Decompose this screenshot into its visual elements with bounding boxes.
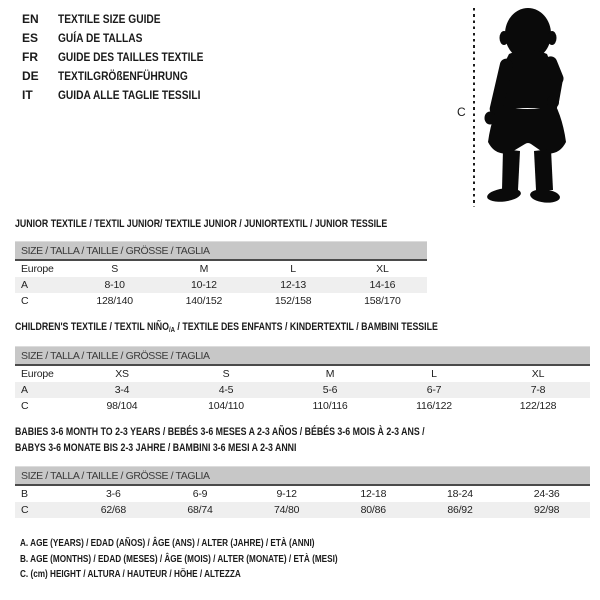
babies-textile-section	[15, 424, 590, 518]
size-row	[15, 260, 427, 277]
size-value: 110/116	[312, 400, 348, 412]
size-value: S	[111, 263, 119, 275]
table-title: JUNIOR TEXTILE / TEXTIL JUNIOR/ TEXTILE JUNIOR / JUNIORTEXTIL / JUNIOR TESSILE	[15, 218, 388, 230]
guide-title: TEXTILGRÖßENFÜHRUNG	[58, 69, 188, 83]
row-label: Europe	[21, 368, 54, 380]
size-value: M	[325, 368, 335, 380]
language-code: FR	[22, 50, 38, 64]
size-value: 10-12	[190, 279, 217, 291]
legend-line: A. AGE (YEARS) / EDAD (AÑOS) / ÂGE (ANS) / ALTER (JAHRE) / ETÀ (ANNI)	[20, 537, 315, 549]
row-label: Europe	[21, 263, 54, 275]
size-value: 3-6	[106, 488, 121, 500]
size-value: 62/68	[100, 504, 126, 516]
size-row	[15, 382, 590, 398]
size-value: 5-6	[322, 384, 338, 396]
row-label: C	[21, 400, 29, 412]
table-size-header: SIZE / TALLA / TAILLE / GRÖSSE / TAGLIA	[15, 242, 427, 261]
row-label: A	[21, 279, 28, 291]
size-value: L	[431, 368, 437, 380]
baby-silhouette-icon	[483, 6, 571, 206]
guide-title: TEXTILE SIZE GUIDE	[58, 12, 161, 26]
size-row	[15, 485, 590, 502]
size-value: 6-9	[192, 488, 208, 500]
language-row	[22, 10, 229, 29]
table-size-header: SIZE / TALLA / TAILLE / GRÖSSE / TAGLIA	[15, 347, 590, 366]
size-table	[15, 241, 427, 309]
language-code: EN	[22, 12, 39, 26]
language-row	[22, 67, 229, 86]
language-code: IT	[22, 88, 33, 102]
size-value: 14-16	[369, 279, 396, 291]
table-size-header: SIZE / TALLA / TAILLE / GRÖSSE / TAGLIA	[15, 467, 590, 486]
size-value: 122/128	[519, 400, 557, 412]
guide-title: GUÍA DE TALLAS	[58, 31, 143, 45]
size-value: 3-4	[114, 384, 130, 396]
table-title: CHILDREN'S TEXTILE / TEXTIL $NIÑO_{/A}$ / TEXTILE DES ENFANTS / KINDERTEXTIL / BAMBINI TESSILE	[15, 321, 438, 334]
size-value: 140/152	[185, 295, 223, 307]
junior-textile-section	[15, 217, 427, 309]
language-row	[22, 48, 229, 67]
size-value: S	[222, 368, 230, 380]
size-value: 158/170	[364, 295, 401, 307]
size-row	[15, 293, 427, 309]
size-value: L	[290, 263, 296, 275]
size-value: 152/158	[274, 295, 312, 307]
size-value: XL	[376, 263, 389, 275]
children-textile-section	[15, 320, 590, 414]
height-measure-dashed-line	[473, 8, 475, 207]
size-value: 128/140	[96, 295, 133, 307]
size-value: 98/104	[106, 400, 138, 412]
size-value: 8-10	[104, 279, 125, 291]
size-value: 12-18	[360, 488, 387, 500]
size-value: 4-5	[218, 384, 234, 396]
language-title-list	[22, 10, 229, 105]
language-code: DE	[22, 69, 39, 83]
language-row	[22, 29, 229, 48]
size-value: 116/122	[416, 400, 452, 412]
size-table	[15, 466, 590, 518]
size-value: 7-8	[530, 384, 546, 396]
size-value: 12-13	[280, 279, 307, 291]
size-value: M	[199, 263, 209, 275]
row-label: A	[21, 384, 28, 396]
size-row	[15, 398, 590, 414]
size-value: 86/92	[447, 504, 473, 516]
language-row	[22, 86, 229, 105]
row-label: B	[21, 488, 28, 500]
size-row	[15, 277, 427, 293]
legend-line: C. (cm) HEIGHT / ALTURA / HAUTEUR / HÖHE / ALTEZZA	[20, 568, 241, 581]
size-value: 9-12	[276, 488, 297, 500]
guide-title: GUIDA ALLE TAGLIE TESSILI	[58, 88, 201, 102]
height-measure-label: C	[457, 105, 466, 119]
size-table	[15, 346, 590, 414]
size-row	[15, 502, 590, 518]
size-value: 104/110	[208, 400, 244, 412]
size-value: 74/80	[274, 504, 300, 516]
row-label: C	[21, 295, 29, 307]
legend-line: B. AGE (MONTHS) / EDAD (MESES) / ÂGE (MOIS) / ALTER (MONATE) / ETÀ (MESI)	[20, 552, 338, 565]
measurement-legend	[20, 536, 427, 583]
size-value: 92/98	[534, 504, 560, 516]
row-label: C	[21, 504, 29, 516]
size-value: 6-7	[426, 384, 442, 396]
language-code: ES	[22, 31, 39, 45]
table-title: BABIES 3-6 MONTH TO 2-3 YEARS / BEBÉS 3-6 MESES A 2-3 AÑOS / BÉBÉS 3-6 MOIS À 2-3 ANS / BABYS 3-6 MONATE BIS 2-3 JAHRE / BAMBINI 3-6 MESI A 2-3 ANNI	[15, 426, 425, 454]
size-value: XL	[531, 368, 545, 380]
size-value: 68/74	[187, 504, 213, 516]
size-value: 18-24	[447, 488, 473, 500]
guide-title: GUIDE DES TAILLES TEXTILE	[58, 50, 204, 64]
size-value: 80/86	[360, 504, 386, 516]
size-value: XS	[115, 368, 129, 380]
size-value: 24-36	[533, 488, 560, 500]
size-row	[15, 365, 590, 382]
